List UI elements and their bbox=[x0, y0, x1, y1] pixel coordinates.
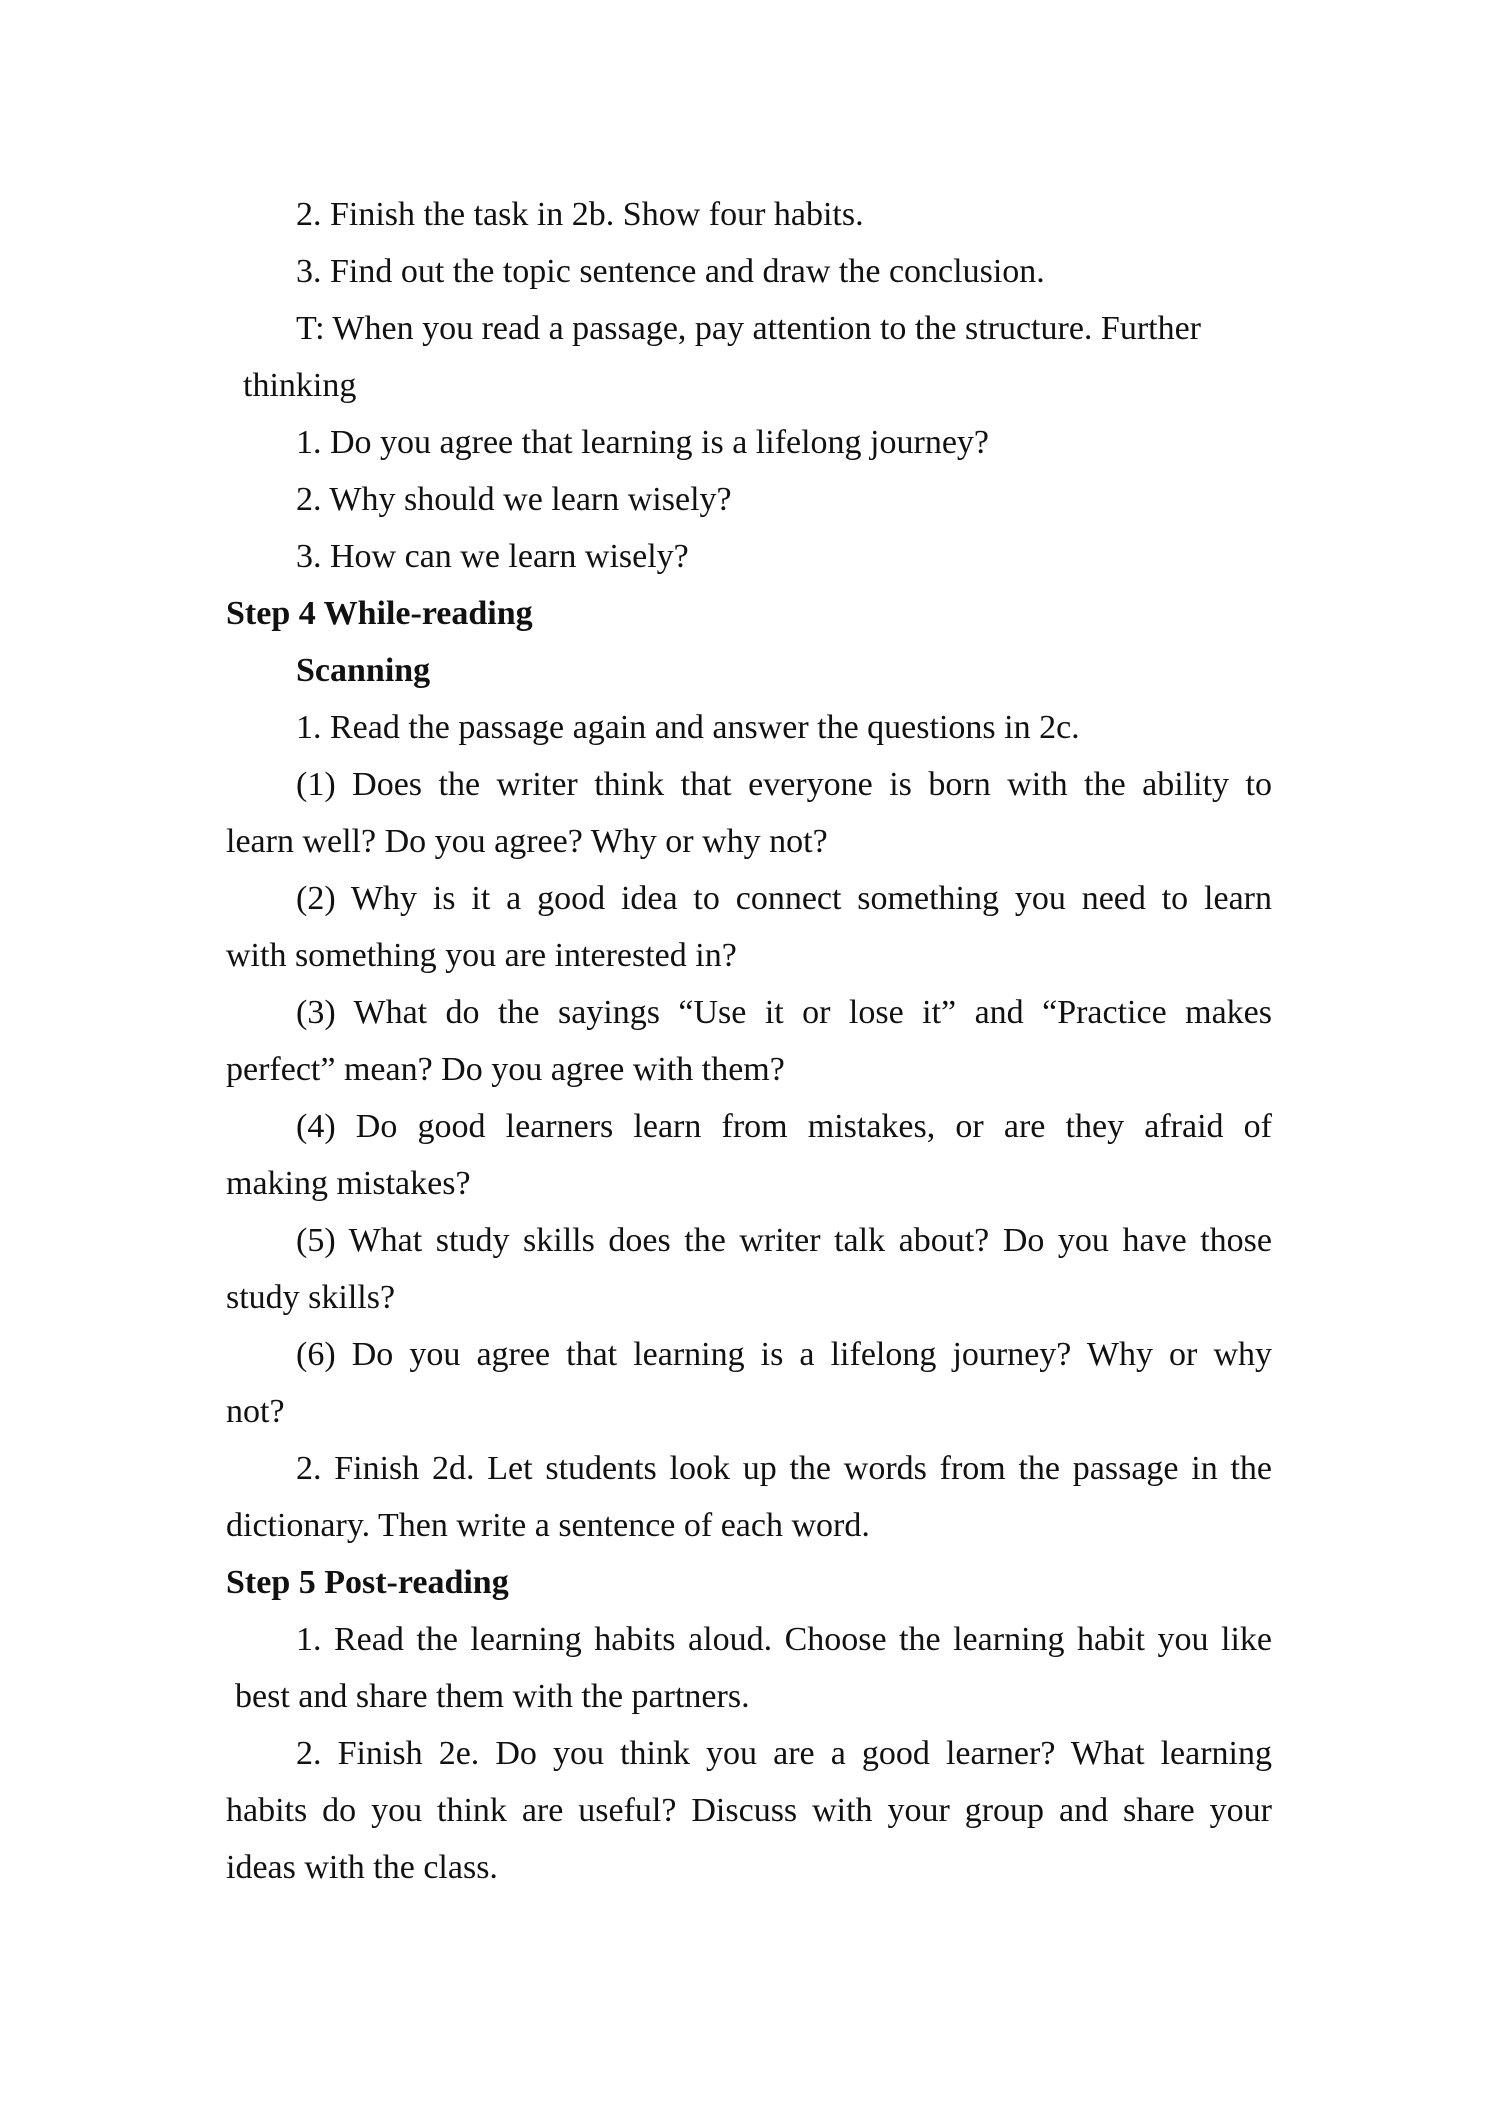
subheading-scanning: Scanning bbox=[296, 652, 431, 689]
question-1-continued: learn well? Do you agree? Why or why not? bbox=[226, 823, 828, 860]
question-2-continued: with something you are interested in? bbox=[226, 937, 737, 974]
question-3: (3) What do the sayings “Use it or lose it” and “Practice makes bbox=[296, 994, 1272, 1031]
post-reading-task-1-continued: best and share them with the partners. bbox=[235, 1678, 750, 1715]
scanning-task-2-continued: dictionary. Then write a sentence of each word. bbox=[226, 1507, 870, 1544]
question-6: (6) Do you agree that learning is a lifelong journey? Why or why bbox=[296, 1336, 1272, 1373]
scanning-task-1: 1. Read the passage again and answer the questions in 2c. bbox=[296, 709, 1080, 746]
post-reading-task-2: 2. Finish 2e. Do you think you are a good learner? What learning bbox=[296, 1735, 1272, 1772]
teacher-note-continued: thinking bbox=[243, 367, 357, 404]
procedure-item-3: 3. Find out the topic sentence and draw the conclusion. bbox=[296, 253, 1045, 290]
question-4-continued: making mistakes? bbox=[226, 1165, 471, 1202]
question-5: (5) What study skills does the writer talk about? Do you have those bbox=[296, 1222, 1272, 1259]
thinking-question-2: 2. Why should we learn wisely? bbox=[296, 481, 732, 518]
question-6-continued: not? bbox=[226, 1393, 285, 1430]
section-heading-step-5: Step 5 Post-reading bbox=[226, 1564, 509, 1601]
section-heading-step-4: Step 4 While-reading bbox=[226, 595, 533, 632]
question-3-continued: perfect” mean? Do you agree with them? bbox=[226, 1051, 785, 1088]
question-5-continued: study skills? bbox=[226, 1279, 396, 1316]
thinking-question-1: 1. Do you agree that learning is a lifelong journey? bbox=[296, 424, 989, 461]
procedure-item-2: 2. Finish the task in 2b. Show four habits. bbox=[296, 196, 864, 233]
scanning-task-2: 2. Finish 2d. Let students look up the words from the passage in the bbox=[296, 1450, 1272, 1487]
post-reading-task-2-continued: habits do you think are useful? Discuss with your group and share your bbox=[226, 1792, 1272, 1829]
question-4: (4) Do good learners learn from mistakes, or are they afraid of bbox=[296, 1108, 1272, 1145]
question-1: (1) Does the writer think that everyone is born with the ability to bbox=[296, 766, 1272, 803]
post-reading-task-1: 1. Read the learning habits aloud. Choose the learning habit you like bbox=[296, 1621, 1272, 1658]
question-2: (2) Why is it a good idea to connect something you need to learn bbox=[296, 880, 1272, 917]
thinking-question-3: 3. How can we learn wisely? bbox=[296, 538, 689, 575]
teacher-note: T: When you read a passage, pay attention to the structure. Further bbox=[296, 310, 1202, 347]
post-reading-task-2-end: ideas with the class. bbox=[226, 1849, 498, 1886]
